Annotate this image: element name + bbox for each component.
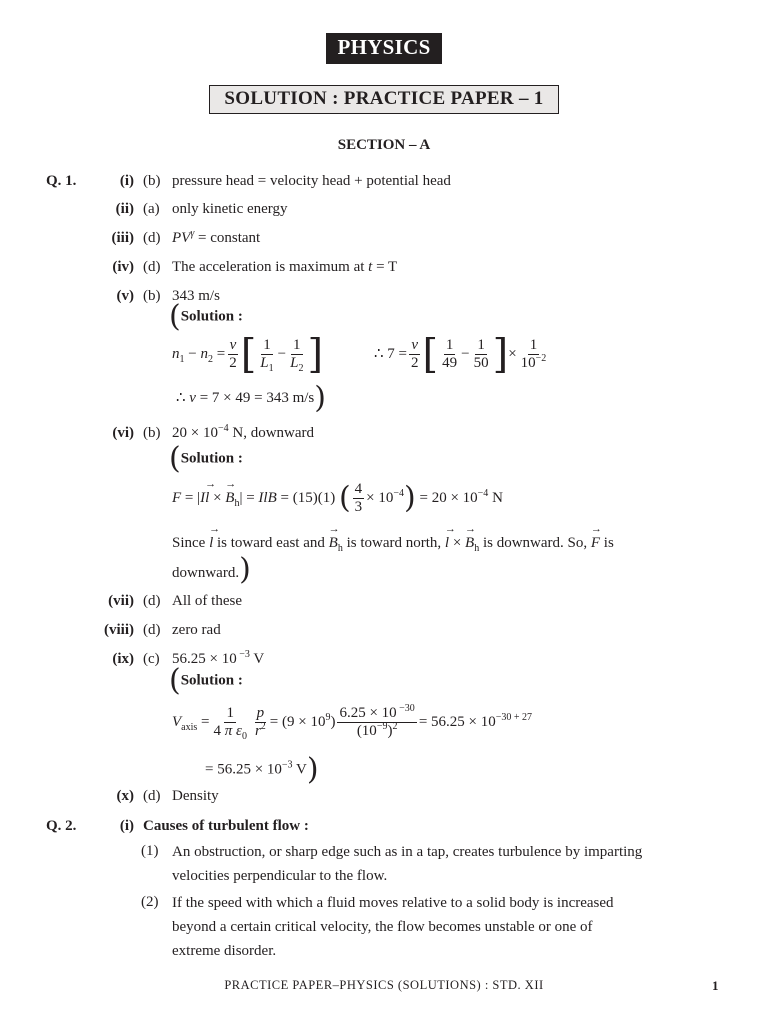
is-down-text: is downward. So, xyxy=(479,535,591,551)
q1-v-equation-3: ∴ v = 7 × 49 = 343 m/s) xyxy=(176,380,326,416)
q2-point-2-text xyxy=(172,891,720,963)
q2-point-2-line-3: extreme disorder. xyxy=(172,943,277,959)
solution-label: Solution : xyxy=(180,450,243,467)
q1-viii-option: (d) xyxy=(143,622,161,638)
q1-vi-num: (vi) xyxy=(112,425,134,441)
q1-vi-answer: $20 \times 10^{-4}$ N, downward xyxy=(172,423,315,441)
is-text: is xyxy=(600,535,614,551)
section-heading: SECTION – A xyxy=(337,137,431,153)
toward-north-text: is toward north, xyxy=(342,535,445,551)
q2-i-heading: Causes of turbulent flow : xyxy=(143,818,309,834)
q1-v-equation-2: ∴ 7 = $\frac{v}{2}$ [ $\frac{1}{49}$ − $\frac{1}{50}$ ]× $\frac{1}{10^{-2}}$ xyxy=(374,331,547,378)
q1-v-solution-heading: (Solution : xyxy=(169,299,243,334)
q1-x-num: (x) xyxy=(116,788,134,804)
paper-title: SOLUTION : PRACTICE PAPER – 1 xyxy=(209,85,558,114)
q1-ii-num: (ii) xyxy=(115,201,134,217)
q1-i-option: (b) xyxy=(143,173,161,189)
q1-viii-num: (viii) xyxy=(104,622,134,638)
q1-vi-equation: F = |I→ l × → $B_h|$ = IlB = (15)(1) ( $\frac{4}{3}$ × $10^{-4}) = 20 \times 10^{-4}$ N xyxy=(172,481,503,516)
q1-ix-num: (ix) xyxy=(112,651,134,667)
q1-iii-num: (iii) xyxy=(111,230,134,246)
q1-vi-option: (b) xyxy=(143,425,161,441)
page-number: 1 xyxy=(712,978,719,993)
subject-title: PHYSICS xyxy=(326,33,441,64)
q2-point-2-line-1: If the speed with which a fluid moves relative to a solid body is increased xyxy=(172,895,614,911)
q1-iii-answer-suffix: = constant xyxy=(194,230,261,246)
q2-point-1-line-1: An obstruction, or sharp edge such as in a tap, creates turbulence by imparting xyxy=(172,844,643,860)
q1-vi-solution-heading: (Solution : xyxy=(169,441,243,476)
q1-iv-num: (iv) xyxy=(112,259,134,275)
q1-ix-equation-2: = $56.25 \times 10^{-3}$ V) xyxy=(205,752,319,787)
toward-east-text: is toward east and xyxy=(213,535,329,551)
q1-ii-answer: only kinetic energy xyxy=(172,201,288,217)
paper-title-box xyxy=(0,85,768,114)
q1-v-answer: 343 m/s xyxy=(172,288,220,304)
q1-i-answer: pressure head = velocity head + potential head xyxy=(172,173,451,189)
solution-label: Solution : xyxy=(180,308,243,325)
downward-text: downward. xyxy=(172,565,240,582)
q1-iv-option: (d) xyxy=(143,259,161,275)
q1-vii-num: (vii) xyxy=(108,593,134,609)
q1-x-answer: Density xyxy=(172,788,219,804)
q1-iv-answer-text: The acceleration is maximum at xyxy=(172,259,369,275)
q1-ix-answer: 56.25 × 10 $^{-3}$ V xyxy=(172,649,265,667)
q1-ix-solution-heading: (Solution : xyxy=(169,663,243,698)
q2-point-2-line-2: beyond a certain critical velocity, the flow becomes unstable or one of xyxy=(172,919,593,935)
subject-header xyxy=(0,33,768,64)
q1-ix-equation-1: $V_{axis}$ = $\frac{1}{4 \pi \varepsilon_0}$ $\frac{p}{r^2}$ = $(9 \times 10^9)$ $\frac{6.25 \times 10 ^{-30}}{(10^{-9})^2}$ = $56.25 \times 10^{-30 + 27}$ xyxy=(172,703,533,742)
q1-vii-option: (d) xyxy=(143,593,161,609)
q2-i-num: (i) xyxy=(119,818,134,834)
q2-point-1-num: (1) xyxy=(141,843,159,859)
q1-ii-option: (a) xyxy=(143,201,160,217)
q2-point-2-num: (2) xyxy=(141,894,159,910)
q1-iii-option: (d) xyxy=(143,230,161,246)
q1-i-num: (i) xyxy=(119,173,134,189)
q1-viii-answer: zero rad xyxy=(172,622,221,638)
q1-v-option: (b) xyxy=(143,288,161,304)
since-text: Since xyxy=(172,535,210,551)
q1-ix-option: (c) xyxy=(143,651,160,667)
q1-v-num: (v) xyxy=(116,288,134,304)
solution-label: Solution : xyxy=(180,672,243,689)
question-2-label: Q. 2. xyxy=(46,818,77,834)
q1-vi-explanation-line1: Since → l is toward east and → $B_h$ is toward north, → l × → $B_h$ is downward. So, → F is xyxy=(172,535,614,552)
q1-vi-explanation-line2: downward.) xyxy=(172,552,251,587)
q1-iii-answer: $PV^\gamma$ = constant xyxy=(172,228,261,246)
q2-point-1-line-2: velocities perpendicular to the flow. xyxy=(172,868,388,884)
q2-point-1-text xyxy=(172,840,720,888)
q1-vii-answer: All of these xyxy=(172,593,242,609)
q1-iv-answer: The acceleration is maximum at t = T xyxy=(172,259,398,275)
q1-v-equation-1: $n_1 - n_2$ = $\frac{v}{2}$ [ $\frac{1}{L_1}$ − $\frac{1}{L_2}$ ] xyxy=(172,331,324,378)
question-1-label: Q. 1. xyxy=(46,173,77,189)
page-footer: PRACTICE PAPER–PHYSICS (SOLUTIONS) : STD. XII xyxy=(224,978,544,992)
q1-x-option: (d) xyxy=(143,788,161,804)
